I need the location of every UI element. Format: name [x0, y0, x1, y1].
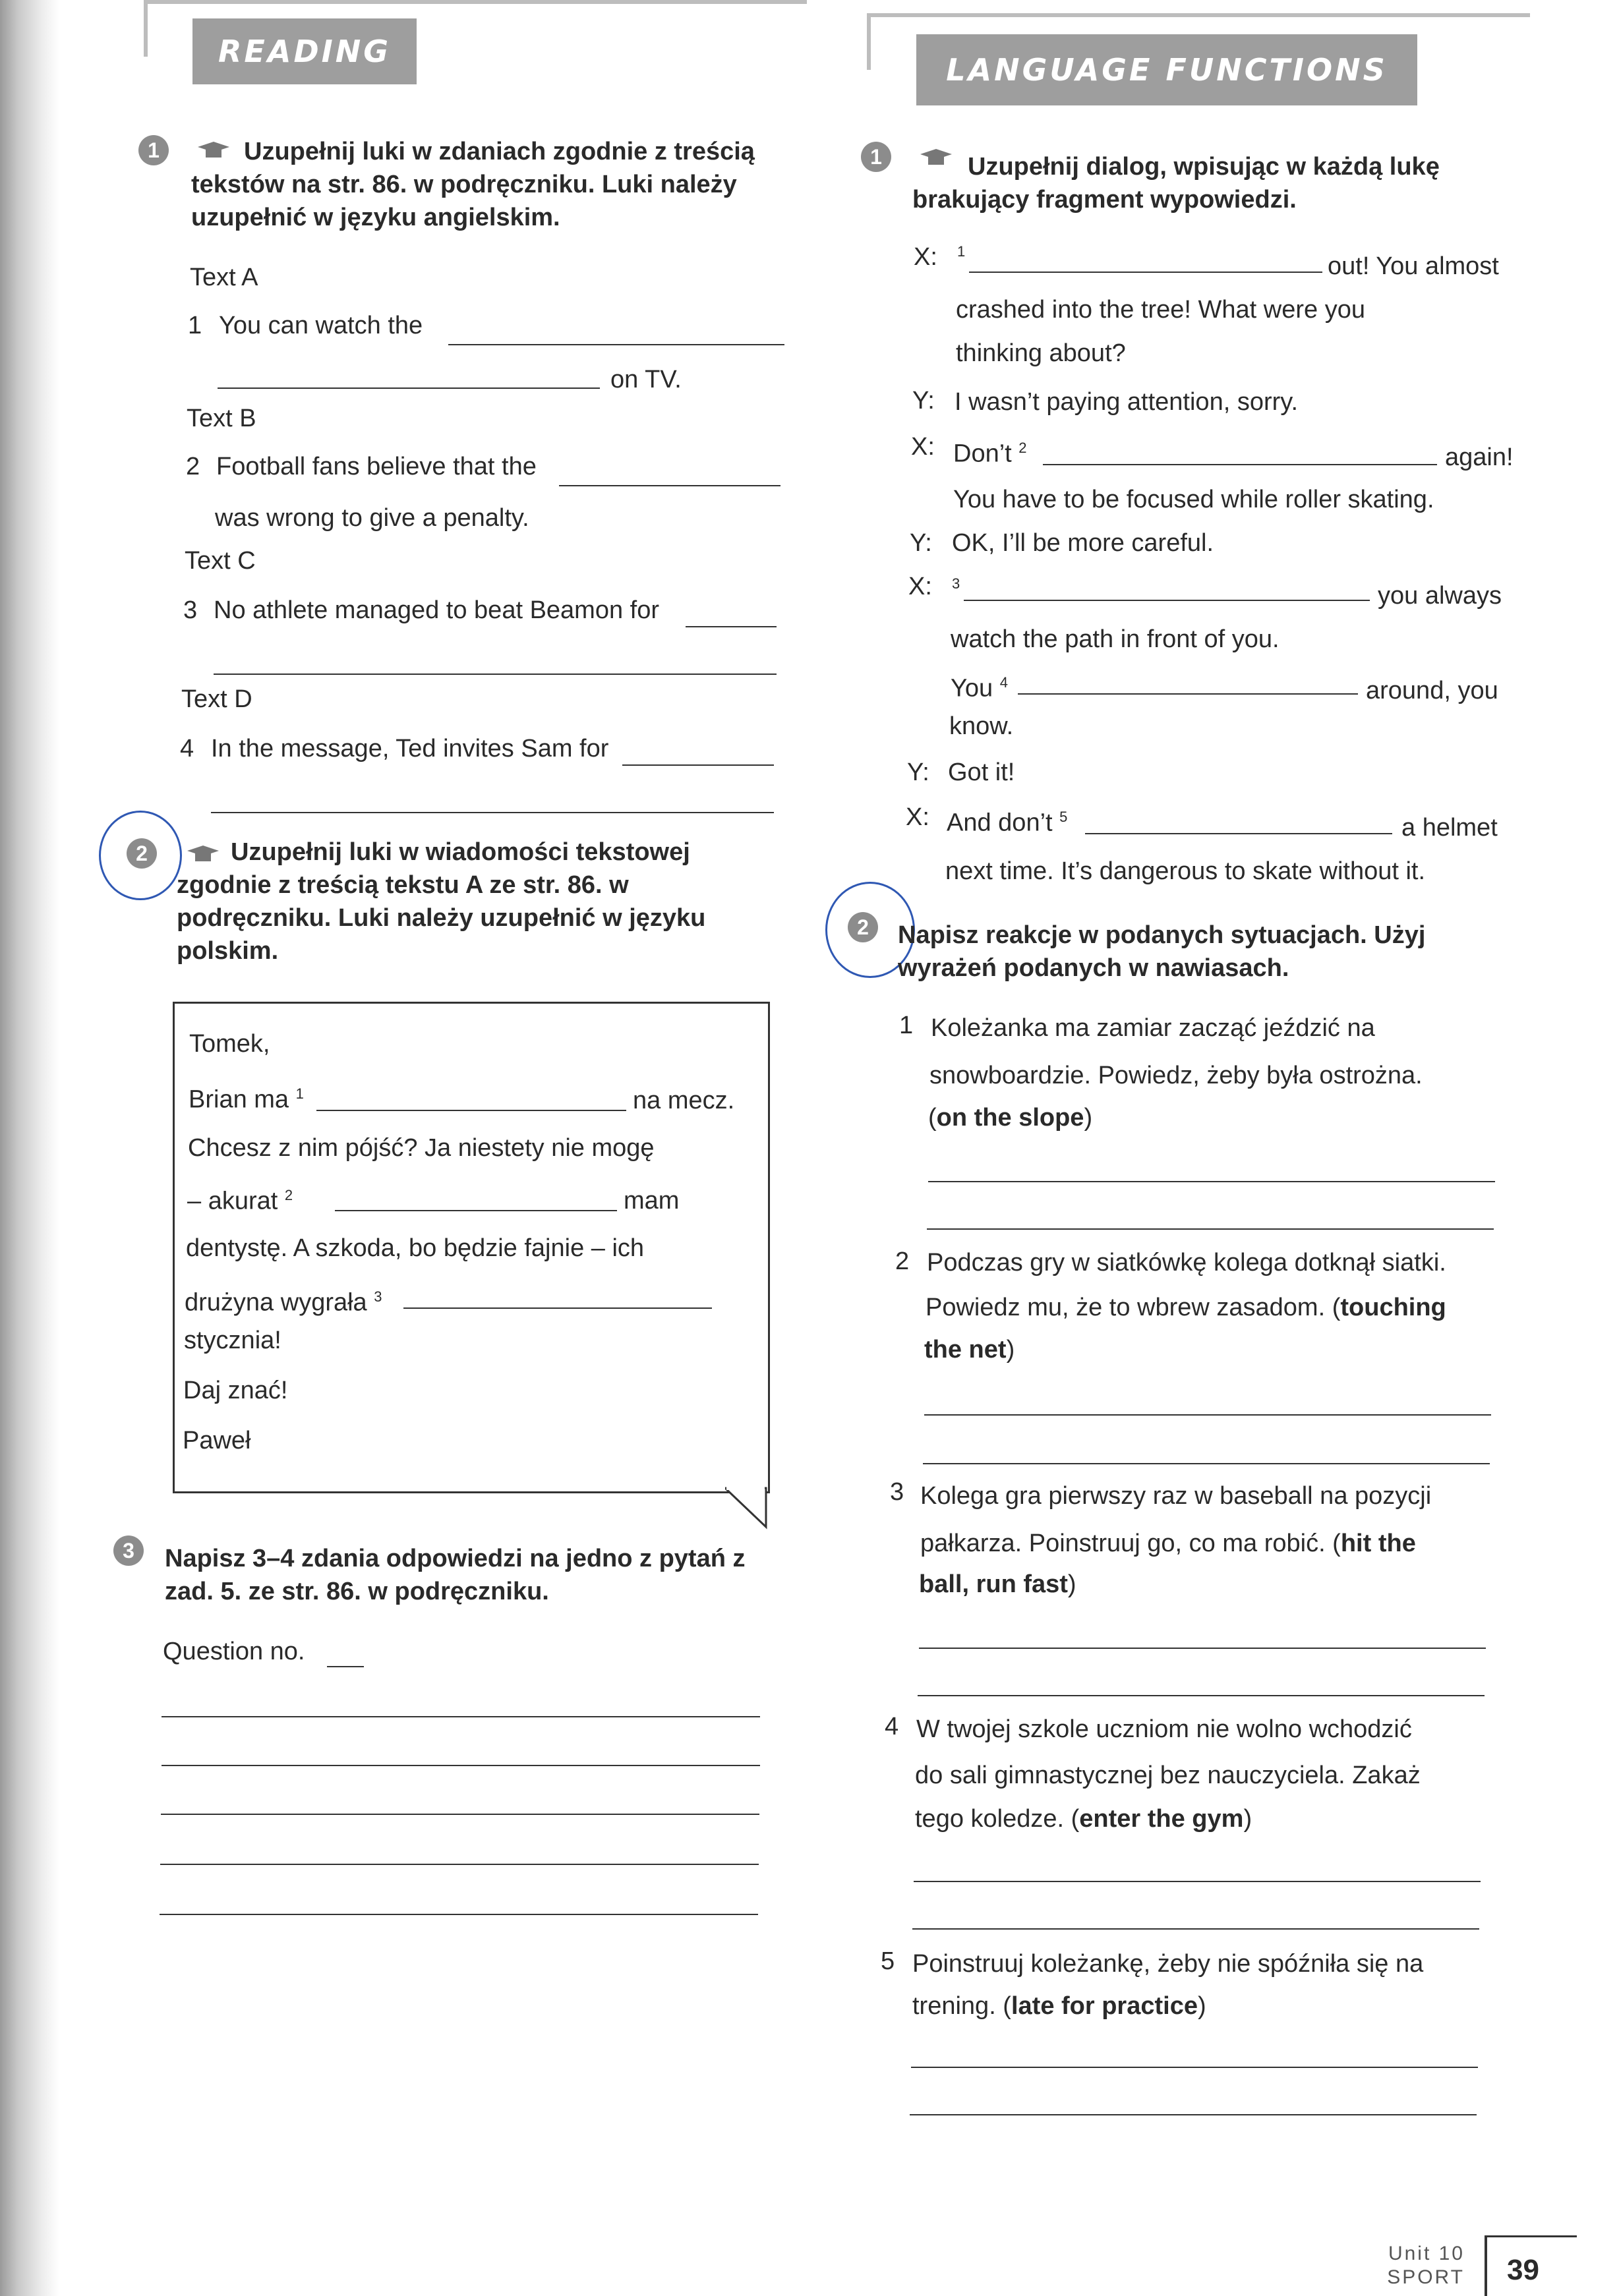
page-number-rule [1485, 2235, 1577, 2237]
book-spine-shadow [0, 0, 59, 2296]
answer-line-5[interactable] [160, 1914, 758, 1915]
speaker-y: Y: [912, 387, 935, 415]
dialog-line3: Don’t $^2$ [953, 440, 1027, 468]
item4-text: In the message, Ted invites Sam for [211, 735, 609, 762]
dialog-blank4[interactable] [1018, 693, 1358, 695]
situation-4-answer-b[interactable] [912, 1928, 1479, 1930]
language-ex1-instruction: Uzupełnij dialog, wpisując w każdą lukę brakujący fragment wypowiedzi. [912, 153, 1440, 214]
item1-number: 1 [188, 312, 202, 339]
item4-blank-a[interactable] [622, 764, 774, 766]
reading-ex1-instruction: Uzupełnij luki w zdaniach zgodnie z treścią tekstów na str. 86. w podręczniku. Luki należy uzupełnić w języku angielskim. [191, 138, 755, 231]
item4-number: 4 [180, 735, 194, 762]
dialog-line1-cont: crashed into the tree! What were you [956, 296, 1365, 324]
situation-4-line3: tego koledze. (enter the gym) [915, 1805, 1252, 1833]
message-line6: stycznia! [184, 1327, 281, 1354]
language-ex2-instruction: Napisz reakcje w podanych sytuacjach. Użyj wyrażeń podanych w nawiasach. [898, 921, 1426, 982]
dialog-line1-sup: 1 [957, 243, 966, 260]
answer-line-1[interactable] [162, 1716, 760, 1717]
reading-banner: READING [192, 18, 417, 84]
message-line1: Brian ma $^1$ [189, 1085, 304, 1114]
situation-3-answer-a[interactable] [919, 1648, 1486, 1649]
dialog-line1-end: out! You almost [1328, 252, 1499, 280]
text-d-label: Text D [181, 685, 252, 713]
message-line4: dentystę. A szkoda, bo będzie fajnie – ich [186, 1234, 645, 1262]
question-number-blank[interactable] [327, 1666, 364, 1667]
message-blank3[interactable] [403, 1307, 712, 1309]
answer-line-4[interactable] [160, 1864, 759, 1865]
message-line3-end: mam [624, 1187, 680, 1215]
item3-blank-b[interactable] [214, 674, 777, 675]
item3-number: 3 [183, 596, 198, 624]
dialog-line3-end: again! [1445, 444, 1514, 471]
language-ex1-number: 1 [861, 142, 891, 172]
dialog-line7: And don’t $^5$ [947, 809, 1068, 837]
situation-2-line3: the net) [924, 1336, 1015, 1363]
message-line5: drużyna wygrała $^3$ [185, 1288, 382, 1317]
situation-4-answer-a[interactable] [914, 1881, 1481, 1882]
situation-5-answer-a[interactable] [911, 2067, 1478, 2068]
text-a-label: Text A [190, 264, 258, 291]
situation-1-number: 1 [899, 1012, 914, 1039]
speaker-x: X: [911, 433, 935, 461]
situation-3-number: 3 [890, 1478, 904, 1506]
message-bubble-tail [725, 1486, 771, 1532]
item1-blank-b[interactable] [218, 387, 600, 389]
speaker-x: X: [906, 803, 929, 831]
message-blank2[interactable] [335, 1210, 617, 1211]
item2-blank[interactable] [559, 485, 780, 486]
dialog-line2: I wasn’t paying attention, sorry. [955, 388, 1298, 416]
item3-blank-a[interactable] [686, 626, 777, 627]
situation-2-answer-b[interactable] [923, 1463, 1490, 1464]
speaker-y: Y: [907, 759, 929, 786]
situation-5-number: 5 [881, 1947, 895, 1975]
reading-ex2-number: 2 [127, 838, 157, 869]
situation-4-line1: W twojej szkole uczniom nie wolno wchodzić [916, 1715, 1412, 1743]
answer-line-3[interactable] [161, 1814, 759, 1815]
item2-text-end: was wrong to give a penalty. [215, 504, 529, 532]
situation-4-line2: do sali gimnastycznej bez nauczyciela. Zakaż [915, 1762, 1421, 1789]
language-banner: LANGUAGE FUNCTIONS [916, 34, 1417, 105]
text-b-label: Text B [187, 405, 256, 432]
situation-2-line1: Podczas gry w siatkówkę kolega dotknął siatki. [927, 1249, 1446, 1277]
reading-ex2-instruction: Uzupełnij luki w wiadomości tekstowej zgodnie z treścią tekstu A ze str. 86. w podręczniku. Luki należy uzupełnić w języku polskim. [177, 838, 706, 965]
dialog-line6: Got it! [948, 759, 1015, 786]
message-line3: – akurat $^2$ [187, 1187, 293, 1215]
situation-3-line1: Kolega gra pierwszy raz w baseball na pozycji [920, 1482, 1432, 1510]
item1-text: You can watch the [219, 312, 423, 339]
dialog-line3-cont: You have to be focused while roller skating. [953, 486, 1434, 513]
situation-2-line2: Powiedz mu, że to wbrew zasadom. (touching [926, 1294, 1446, 1321]
situation-2-number: 2 [895, 1248, 910, 1275]
reading-ex3-instruction: Napisz 3–4 zdania odpowiedzi na jedno z pytań z zad. 5. ze str. 86. w podręczniku. [165, 1545, 746, 1605]
dialog-blank3[interactable] [964, 600, 1370, 601]
situation-1-answer-b[interactable] [927, 1228, 1494, 1230]
situation-3-line3: ball, run fast) [919, 1570, 1076, 1598]
situation-1-line2: snowboardzie. Powiedz, żeby była ostrożna. [929, 1062, 1423, 1089]
speaker-y: Y: [910, 529, 932, 557]
unit-label [1318, 2242, 1465, 2289]
message-line2: Chcesz z nim pójść? Ja niestety nie mogę [188, 1134, 655, 1162]
situation-1-line1: Koleżanka ma zamiar zacząć jeździć na [931, 1014, 1375, 1042]
dialog-line5-cont: watch the path in front of you. [951, 625, 1280, 653]
situation-3-answer-b[interactable] [918, 1695, 1485, 1696]
speaker-x: X: [908, 573, 932, 600]
item1-blank-a[interactable] [448, 344, 784, 345]
message-line7: Daj znać! [183, 1377, 288, 1404]
language-ex2-number: 2 [848, 912, 878, 942]
dialog-line4: OK, I’ll be more careful. [952, 529, 1214, 557]
situation-1-hint: (on the slope) [928, 1104, 1093, 1132]
message-line1-end: na mecz. [633, 1087, 735, 1114]
dialog-line5-sup: 3 [952, 575, 960, 592]
dialog-line5-you: You $^4$ [951, 674, 1008, 703]
reading-ex1-number: 1 [138, 135, 169, 165]
question-number-label: Question no. [163, 1638, 305, 1665]
situation-5-line1: Poinstruuj koleżankę, żeby nie spóźniła się na [912, 1950, 1424, 1978]
message-blank1[interactable] [316, 1110, 626, 1111]
text-c-label: Text C [185, 547, 256, 575]
item4-blank-b[interactable] [211, 812, 774, 813]
answer-line-2[interactable] [162, 1765, 760, 1766]
item2-number: 2 [186, 453, 200, 480]
dialog-line5-know: know. [949, 712, 1014, 740]
dialog-line1-cont2: thinking about? [956, 339, 1126, 367]
situation-3-line2: pałkarza. Poinstruuj go, co ma robić. (hit the [920, 1530, 1416, 1557]
dialog-line7-cont: next time. It’s dangerous to skate without it. [945, 857, 1426, 885]
page-number-divider [1485, 2235, 1487, 2296]
dialog-blank2[interactable] [1043, 464, 1437, 465]
dialog-blank5[interactable] [1085, 833, 1392, 834]
dialog-blank1[interactable] [969, 272, 1322, 273]
unit-topic: SPORT [1387, 2266, 1465, 2288]
situation-2-answer-a[interactable] [924, 1414, 1491, 1416]
item3-text: No athlete managed to beat Beamon for [214, 596, 660, 624]
page-number: 39 [1507, 2254, 1539, 2286]
item2-text: Football fans believe that the [216, 453, 537, 480]
message-signature: Paweł [183, 1427, 251, 1454]
item1-text-end: on TV. [610, 366, 682, 393]
speaker-x: X: [914, 243, 937, 271]
unit-number: Unit 10 [1388, 2243, 1465, 2264]
message-greeting: Tomek, [189, 1030, 270, 1058]
situation-4-number: 4 [885, 1713, 899, 1740]
dialog-line5-end2: around, you [1366, 677, 1498, 704]
situation-1-answer-a[interactable] [928, 1181, 1495, 1182]
situation-5-answer-b[interactable] [910, 2114, 1477, 2115]
reading-ex3-number: 3 [113, 1535, 144, 1566]
dialog-line5-end: you always [1378, 582, 1502, 610]
dialog-line7-end: a helmet [1401, 814, 1498, 842]
situation-5-line2: trening. (late for practice) [912, 1992, 1206, 2020]
